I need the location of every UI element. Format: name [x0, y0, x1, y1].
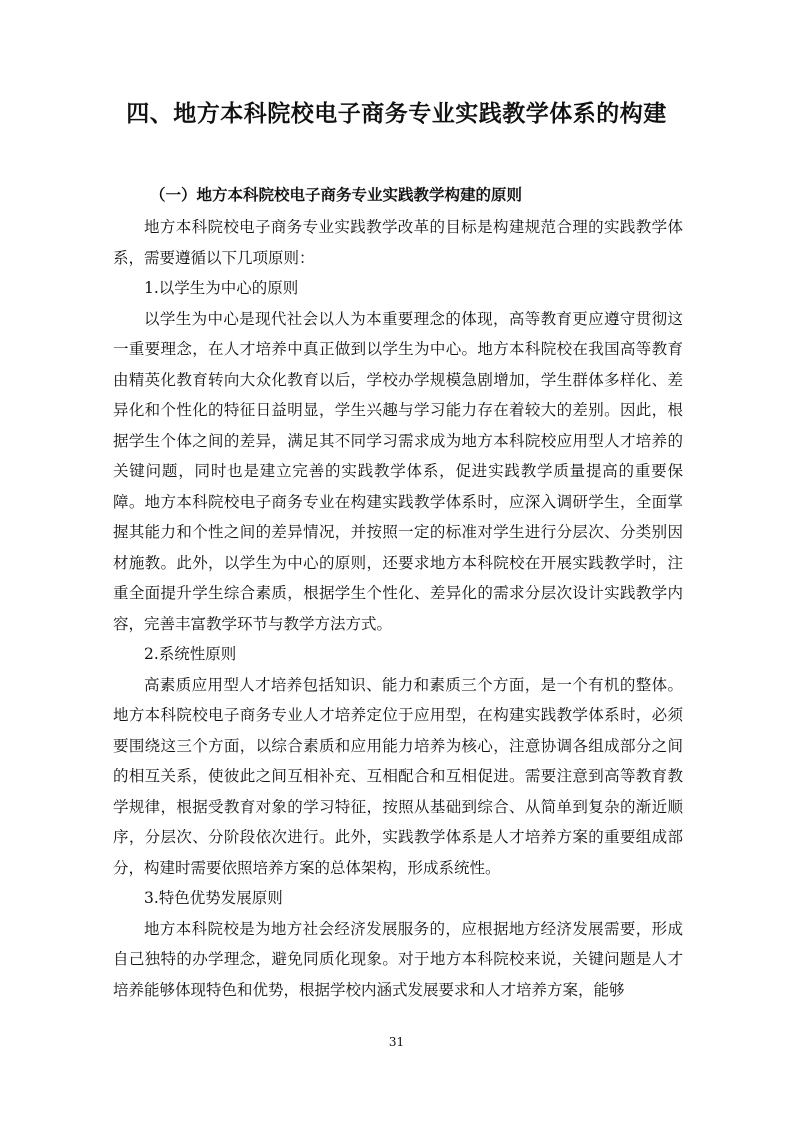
principle-heading-2: 2.系统性原则: [144, 645, 237, 663]
body-text: [113, 212, 683, 1005]
page-number: 31: [388, 1035, 405, 1049]
principle-paragraph-2: 高素质应用型人才培养包括知识、能力和素质三个方面，是一个有机的整体。地方本科院校电子商务专业人才培养定位于应用型，在构建实践教学体系时，必须要围绕这三个方面，以综合素质和应用能力培养为核心，注意协调各组成部分之间的相互关系，使彼此之间互相补充、互相配合和互相促进。需要注意到高等教育教学规律，根据受教育对象的学习特征，按照从基础到综合、从简单到复杂的渐近顺序，分层次、分阶段依次进行。此外，实践教学体系是人才培养方案的重要组成部分，构建时需要依照培养方案的总体架构，形成系统性。: [113, 675, 683, 877]
intro-paragraph: 地方本科院校电子商务专业实践教学改革的目标是构建规范合理的实践教学体系，需要遵循以下几项原则：: [113, 218, 683, 267]
principle-paragraph-1: 以学生为中心是现代社会以人为本重要理念的体现，高等教育更应遵守贯彻这一重要理念，在人才培养中真正做到以学生为中心。地方本科院校在我国高等教育由精英化教育转向大众化教育以后，学校办学规模急剧增加，学生群体多样化、差异化和个性化的特征日益明显，学生兴趣与学习能力存在着较大的差别。因此，根据学生个体之间的差异，满足其不同学习需求成为地方本科院校应用型人才培养的关键问题，同时也是建立完善的实践教学体系，促进实践教学质量提高的重要保障。地方本科院校电子商务专业在构建实践教学体系时，应深入调研学生，全面掌握其能力和个性之间的差异情况，并按照一定的标准对学生进行分层次、分类别因材施教。此外，以学生为中心的原则，还要求地方本科院校在开展实践教学时，注重全面提升学生综合素质，根据学生个性化、差异化的需求分层次设计实践教学内容，完善丰富教学环节与教学方法方式。: [113, 309, 683, 633]
principle-heading-3: 3.特色优势发展原则: [144, 889, 283, 907]
section-title: （一）地方本科院校电子商务专业实践教学构建的原则: [150, 186, 523, 204]
chapter-title: 四、地方本科院校电子商务专业实践教学体系的构建: [126, 101, 667, 127]
principle-paragraph-3: 地方本科院校是为地方社会经济发展服务的，应根据地方经济发展需要，形成自己独特的办学理念，避免同质化现象。对于地方本科院校来说，关键问题是人才培养能够体现特色和优势，根据学校内涵式发展要求和人才培养方案，能够: [113, 919, 683, 999]
principle-heading-1: 1.以学生为中心的原则: [144, 279, 299, 297]
